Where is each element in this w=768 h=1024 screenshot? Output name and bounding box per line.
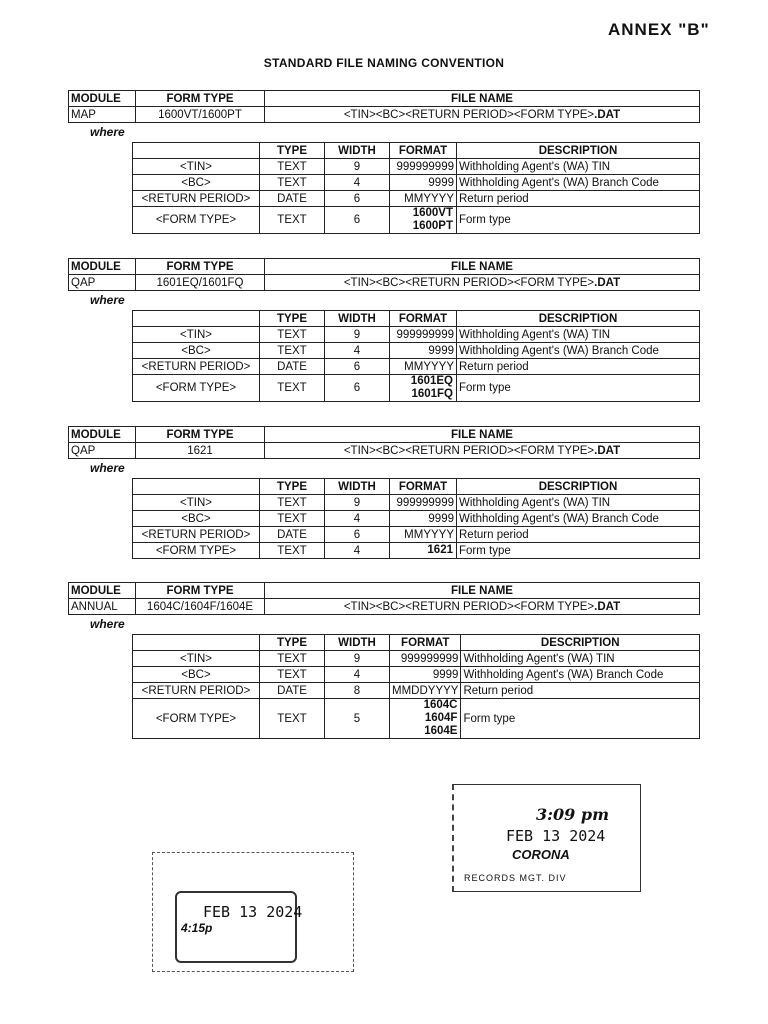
stamp-time: 3:09 pm — [536, 805, 609, 824]
field-table — [132, 142, 700, 234]
field-name: <FORM TYPE> — [133, 699, 260, 739]
description-header: DESCRIPTION — [457, 311, 700, 327]
file-name-value — [265, 275, 700, 291]
field-width: 6 — [325, 191, 390, 207]
page-title: STANDARD FILE NAMING CONVENTION — [263, 56, 505, 70]
field-type: DATE — [260, 527, 325, 543]
format-value: 999999999 — [390, 495, 457, 511]
file-name-header: FILE NAME — [265, 259, 700, 275]
field-description: Withholding Agent's (WA) TIN — [457, 159, 700, 175]
field-row — [133, 699, 700, 739]
field-name: <TIN> — [133, 327, 260, 343]
module-row — [69, 275, 700, 291]
field-type: TEXT — [260, 495, 325, 511]
type-header: TYPE — [260, 143, 325, 159]
format-value: MMDDYYYY — [390, 683, 461, 699]
stamp-signature: CORONA — [512, 847, 570, 862]
module-value: QAP — [69, 275, 136, 291]
file-extension: .DAT — [594, 444, 621, 457]
form-type-header: FORM TYPE — [136, 259, 265, 275]
field-name-header — [133, 479, 260, 495]
format-header: FORMAT — [390, 635, 461, 651]
field-width: 6 — [325, 359, 390, 375]
format-value: 9999 — [390, 511, 457, 527]
module-value: QAP — [69, 443, 136, 459]
annex-label: ANNEX "B" — [608, 20, 710, 39]
field-name: <TIN> — [133, 495, 260, 511]
format-line: 1601FQ — [411, 388, 453, 400]
field-description: Return period — [457, 191, 700, 207]
width-header: WIDTH — [325, 143, 390, 159]
format-value — [390, 207, 457, 234]
format-header: FORMAT — [390, 479, 457, 495]
width-header: WIDTH — [325, 311, 390, 327]
field-description: Withholding Agent's (WA) TIN — [461, 651, 700, 667]
field-name: <BC> — [133, 343, 260, 359]
module-table — [68, 90, 700, 123]
field-type: TEXT — [260, 511, 325, 527]
module-section — [68, 582, 700, 739]
received-stamp-right — [452, 784, 641, 892]
form-type-value: 1621 — [136, 443, 265, 459]
field-type: TEXT — [260, 651, 325, 667]
field-row — [133, 651, 700, 667]
field-name: <BC> — [133, 667, 260, 683]
module-header: MODULE — [69, 259, 136, 275]
field-width: 4 — [325, 667, 390, 683]
format-value: MMYYYY — [390, 359, 457, 375]
field-name: <FORM TYPE> — [133, 207, 260, 234]
module-section — [68, 426, 700, 559]
field-row — [133, 495, 700, 511]
field-row — [133, 543, 700, 559]
field-table — [132, 310, 700, 402]
field-name: <TIN> — [133, 651, 260, 667]
type-header: TYPE — [260, 635, 325, 651]
module-header-row — [69, 259, 700, 275]
field-width: 9 — [325, 327, 390, 343]
field-row — [133, 511, 700, 527]
field-width: 9 — [325, 651, 390, 667]
module-header-row — [69, 91, 700, 107]
description-header: DESCRIPTION — [457, 143, 700, 159]
field-description: Withholding Agent's (WA) Branch Code — [457, 511, 700, 527]
field-name: <RETURN PERIOD> — [133, 191, 260, 207]
file-name-pattern: <TIN><BC><RETURN PERIOD><FORM TYPE> — [343, 444, 595, 457]
field-width: 9 — [325, 159, 390, 175]
form-type-header: FORM TYPE — [136, 91, 265, 107]
width-header: WIDTH — [325, 635, 390, 651]
field-type: TEXT — [260, 175, 325, 191]
field-type: DATE — [260, 683, 325, 699]
field-row — [133, 683, 700, 699]
format-value: 9999 — [390, 343, 457, 359]
width-header: WIDTH — [325, 479, 390, 495]
field-name: <TIN> — [133, 159, 260, 175]
field-name: <BC> — [133, 511, 260, 527]
field-header-row — [133, 479, 700, 495]
file-name-header: FILE NAME — [265, 583, 700, 599]
format-value: 9999 — [390, 667, 461, 683]
field-description: Withholding Agent's (WA) Branch Code — [461, 667, 700, 683]
format-value — [390, 699, 461, 739]
description-header: DESCRIPTION — [457, 479, 700, 495]
field-description: Form type — [461, 699, 700, 739]
field-width: 4 — [325, 543, 390, 559]
format-line: 1604F — [424, 712, 458, 724]
field-type: TEXT — [260, 543, 325, 559]
form-type-value: 1600VT/1600PT — [136, 107, 265, 123]
stamp-signature: 4:15p — [181, 921, 213, 935]
module-header: MODULE — [69, 427, 136, 443]
format-header: FORMAT — [390, 311, 457, 327]
module-table — [68, 258, 700, 291]
field-row — [133, 191, 700, 207]
file-name-value — [265, 107, 700, 123]
field-description: Return period — [461, 683, 700, 699]
format-value: 999999999 — [390, 327, 457, 343]
field-name-header — [133, 311, 260, 327]
field-width: 5 — [325, 699, 390, 739]
field-row — [133, 375, 700, 402]
field-row — [133, 327, 700, 343]
file-name-value — [265, 443, 700, 459]
field-name: <RETURN PERIOD> — [133, 527, 260, 543]
field-description: Withholding Agent's (WA) Branch Code — [457, 175, 700, 191]
field-description: Form type — [457, 207, 700, 234]
form-type-header: FORM TYPE — [136, 427, 265, 443]
form-type-value: 1601EQ/1601FQ — [136, 275, 265, 291]
field-width: 9 — [325, 495, 390, 511]
stamp-department: RECORDS MGT. DIV — [464, 873, 567, 883]
field-name-header — [133, 635, 260, 651]
field-description: Return period — [457, 527, 700, 543]
module-value: ANNUAL — [69, 599, 136, 615]
field-header-row — [133, 143, 700, 159]
field-width: 6 — [325, 527, 390, 543]
where-label: where — [90, 293, 125, 307]
field-description: Return period — [457, 359, 700, 375]
module-table — [68, 582, 700, 615]
format-value: 999999999 — [390, 651, 461, 667]
module-row — [69, 443, 700, 459]
field-name: <RETURN PERIOD> — [133, 359, 260, 375]
format-value — [390, 375, 457, 402]
form-type-header: FORM TYPE — [136, 583, 265, 599]
field-description: Withholding Agent's (WA) TIN — [457, 327, 700, 343]
module-row — [69, 599, 700, 615]
field-table — [132, 634, 700, 739]
field-header-row — [133, 311, 700, 327]
field-row — [133, 207, 700, 234]
module-header-row — [69, 583, 700, 599]
module-value: MAP — [69, 107, 136, 123]
format-line: 1621 — [427, 544, 453, 556]
file-name-value — [265, 599, 700, 615]
file-name-header: FILE NAME — [265, 427, 700, 443]
format-line: 1600PT — [412, 220, 453, 232]
module-header-row — [69, 427, 700, 443]
field-description: Form type — [457, 543, 700, 559]
field-name: <BC> — [133, 175, 260, 191]
field-type: DATE — [260, 191, 325, 207]
field-description: Withholding Agent's (WA) Branch Code — [457, 343, 700, 359]
module-header: MODULE — [69, 91, 136, 107]
file-extension: .DAT — [594, 108, 621, 121]
format-header: FORMAT — [390, 143, 457, 159]
field-width: 4 — [325, 175, 390, 191]
field-type: TEXT — [260, 343, 325, 359]
field-width: 8 — [325, 683, 390, 699]
field-width: 6 — [325, 207, 390, 234]
format-value: MMYYYY — [390, 191, 457, 207]
field-row — [133, 359, 700, 375]
field-type: TEXT — [260, 667, 325, 683]
field-table — [132, 478, 700, 559]
format-value — [390, 543, 457, 559]
where-label: where — [90, 461, 125, 475]
field-description: Form type — [457, 375, 700, 402]
where-label: where — [90, 617, 125, 631]
field-row — [133, 159, 700, 175]
file-name-pattern: <TIN><BC><RETURN PERIOD><FORM TYPE> — [343, 276, 595, 289]
module-header: MODULE — [69, 583, 136, 599]
type-header: TYPE — [260, 311, 325, 327]
field-width: 4 — [325, 343, 390, 359]
file-name-header: FILE NAME — [265, 91, 700, 107]
format-value: 999999999 — [390, 159, 457, 175]
file-extension: .DAT — [594, 276, 621, 289]
field-width: 4 — [325, 511, 390, 527]
file-name-pattern: <TIN><BC><RETURN PERIOD><FORM TYPE> — [343, 108, 595, 121]
field-name-header — [133, 143, 260, 159]
field-row — [133, 667, 700, 683]
field-name: <FORM TYPE> — [133, 543, 260, 559]
where-label: where — [90, 125, 125, 139]
form-type-value: 1604C/1604F/1604E — [136, 599, 265, 615]
module-table — [68, 426, 700, 459]
description-header: DESCRIPTION — [461, 635, 700, 651]
module-row — [69, 107, 700, 123]
format-line: 1604E — [424, 725, 458, 737]
field-row — [133, 343, 700, 359]
field-row — [133, 175, 700, 191]
field-type: TEXT — [260, 159, 325, 175]
file-name-pattern: <TIN><BC><RETURN PERIOD><FORM TYPE> — [343, 600, 595, 613]
field-row — [133, 527, 700, 543]
format-line: 1601EQ — [410, 375, 453, 387]
file-extension: .DAT — [594, 600, 621, 613]
field-type: TEXT — [260, 327, 325, 343]
stamp-date: FEB 13 2024 — [203, 903, 303, 921]
field-description: Withholding Agent's (WA) TIN — [457, 495, 700, 511]
field-header-row — [133, 635, 700, 651]
module-section — [68, 90, 700, 234]
field-type: DATE — [260, 359, 325, 375]
field-width: 6 — [325, 375, 390, 402]
type-header: TYPE — [260, 479, 325, 495]
format-line: 1604C — [423, 699, 458, 711]
field-name: <FORM TYPE> — [133, 375, 260, 402]
field-type: TEXT — [260, 699, 325, 739]
field-type: TEXT — [260, 375, 325, 402]
field-name: <RETURN PERIOD> — [133, 683, 260, 699]
received-stamp-left — [152, 852, 354, 972]
format-value: 9999 — [390, 175, 457, 191]
format-line: 1600VT — [412, 207, 453, 219]
module-section — [68, 258, 700, 402]
field-type: TEXT — [260, 207, 325, 234]
format-value: MMYYYY — [390, 527, 457, 543]
stamp-date: FEB 13 2024 — [506, 827, 606, 845]
